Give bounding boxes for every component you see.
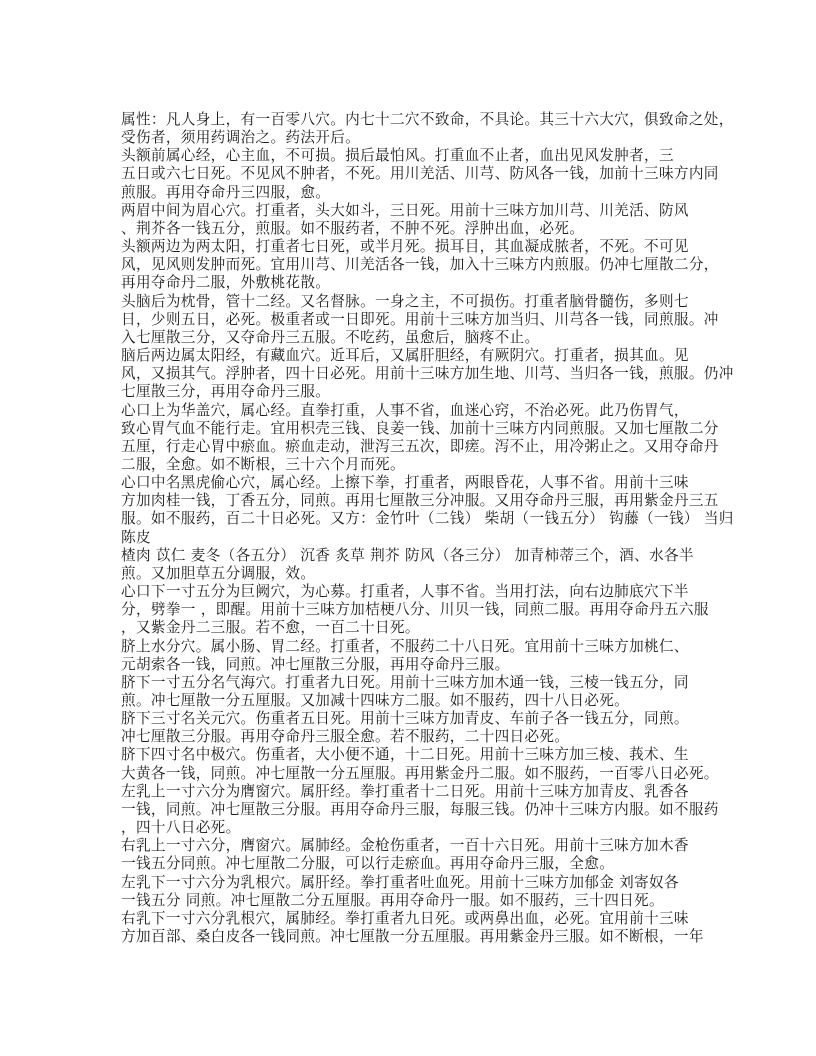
text-line: 风，见风则发肿而死。宜用川芎、川羌活各一钱，加入十三味方内煎服。仍冲七厘散二分，: [121, 256, 719, 274]
text-line: 楂肉 苡仁 麦冬（各五分） 沉香 炙草 荆芥 防风（各三分） 加青柿蒂三个，酒、水各半: [121, 546, 694, 564]
text-line: 右乳下一寸六分乳根穴，属肺经。拳打重者九日死。或两鼻出血，必死。宜用前十三味: [121, 909, 689, 927]
text-line: 脑后两边属太阳经，有藏血穴。近耳后，又属肝胆经，有厥阴穴。打重者，损其血。见: [121, 347, 689, 365]
text-line: 二服，全愈。如不断根，三十六个月而死。: [121, 455, 405, 473]
text-line: 风，又损其气。浮肿者，四十日必死。用前十三味方加生地、川芎、当归各一钱，煎服。仍冲: [121, 365, 734, 383]
text-line: 大黄各一钱，同煎。冲七厘散一分五厘服。再用紫金丹二服。如不服药，一百零八日必死。: [121, 764, 719, 782]
text-line: 两眉中间为眉心穴。打重者，头大如斗，三日死。用前十三味方加川芎、川羌活、防风: [121, 201, 689, 219]
text-line: 煎。又加胆草五分调服，效。: [121, 564, 316, 582]
text-line: 、荆芥各一钱五分，煎服。如不服药者，不肿不死。浮肿出血，必死。: [121, 219, 585, 237]
text-line: 陈皮: [121, 528, 151, 546]
text-line: 一钱五分 同煎。冲七厘散二分五厘服。再用夺命丹一服。如不服药，三十四日死。: [121, 891, 664, 909]
text-line: 方加百部、桑白皮各一钱同煎。冲七厘散一分五厘服。再用紫金丹三服。如不断根，一年: [121, 928, 704, 946]
text-line: 脐上水分穴。属小肠、胃二经。打重者，不服药二十八日死。宜用前十三味方加桃仁、: [121, 637, 689, 655]
text-line: 头额前属心经，心主血，不可损。损后最怕风。打重血不止者，血出见风发肿者，三: [121, 147, 674, 165]
text-line: 服。如不服药，百二十日必死。又方：金竹叶（二钱） 柴胡（一钱五分） 钩藤（一钱） 当归: [121, 510, 734, 528]
text-line: 心口上为华盖穴，属心经。直拳打重，人事不省，血迷心窍，不治必死。此乃伤胃气，: [121, 401, 689, 419]
text-line: 元胡索各一钱，同煎。冲七厘散三分服，再用夺命丹三服。: [121, 655, 510, 673]
text-line: 煎。冲七厘散一分五厘服。又加减十四味方二服。如不服药，四十八日必死。: [121, 692, 630, 709]
text-line: ，又紫金丹二三服。若不愈，一百二十日死。: [121, 619, 420, 637]
text-line: 入七厘散三分，又夺命丹三五服。不吃药，虽愈后，脑疼不止。: [121, 328, 540, 346]
text-line: 七厘散三分，再用夺命丹三服。: [121, 383, 331, 401]
text-line: 左乳上一寸六分为膺窗穴。属肝经。拳打重者十二日死。用前十三味方加青皮、乳香各: [121, 782, 689, 800]
text-line: ，四十八日必死。: [121, 819, 241, 837]
text-line: 致心胃气血不能行走。宜用枳壳三钱、良姜一钱、加前十三味方内同煎服。又加七厘散二分: [121, 419, 719, 437]
text-line: 头额两边为两太阳，打重者七日死，或半月死。损耳目，其血凝成脓者，不死。不可见: [121, 238, 689, 256]
text-line: 再用夺命丹二服，外敷桃花散。: [121, 274, 331, 292]
text-line: 煎服。再用夺命丹三四服，愈。: [121, 183, 331, 201]
text-line: 脐下四寸名中极穴。伤重者，大小便不通，十二日死。用前十三味方加三棱、莪术、生: [121, 746, 689, 764]
text-line: 左乳下一寸六分为乳根穴。属肝经。拳打重者吐血死。用前十三味方加郁金 刘寄奴各: [121, 873, 679, 891]
text-line: 脐下三寸名关元穴。伤重者五日死。用前十三味方加青皮、车前子各一钱五分，同煎。: [121, 710, 689, 728]
text-line: 受伤者，须用药调治之。药法开后。: [121, 129, 361, 147]
text-line: 头脑后为枕骨，管十二经。又名督脉。一身之主，不可损伤。打重者脑骨髓伤，多则七: [121, 292, 689, 310]
text-line: 方加肉桂一钱，丁香五分，同煎。再用七厘散三分冲服。又用夺命丹三服，再用紫金丹三五: [121, 492, 719, 510]
text-line: 冲七厘散三分服。再用夺命丹三服全愈。若不服药，二十四日必死。: [121, 728, 570, 746]
text-line: 五日或六七日死。不见风不肿者，不死。用川羌活、川芎、防风各一钱，加前十三味方内同: [121, 165, 719, 183]
text-line: 右乳上一寸六分，膺窗穴。属肺经。金枪伤重者，一百十六日死。用前十三味方加木香: [121, 837, 689, 855]
text-line: 心口中名黑虎偷心穴，属心经。上擦下拳，打重者，两眼昏花，人事不省。用前十三味: [121, 474, 689, 492]
text-line: 一钱，同煎。冲七厘散三分服。再用夺命丹三服，每服三钱。仍冲十三味方内服。如不服药: [121, 800, 719, 818]
text-line: 脐下一寸五分名气海穴。打重者九日死。用前十三味方加木通一钱，三棱一钱五分，同: [121, 673, 689, 691]
text-line: 一钱五分同煎。冲七厘散二分服，可以行走瘀血。再用夺命丹三服，全愈。: [121, 855, 615, 873]
document-body-text: [121, 111, 734, 946]
text-line: 日，少则五日，必死。极重者或一日即死。用前十三味方加当归、川芎各一钱，同煎服。冲: [121, 310, 719, 328]
text-line: 分，劈拳一 ，即醒。用前十三味方加桔梗八分、川贝一钱，同煎二服。再用夺命丹五六服: [121, 601, 709, 619]
text-line: 五厘，行走心胃中瘀血。瘀血走动，泄泻三五次，即瘥。泻不止，用冷粥止之。又用夺命丹: [121, 437, 719, 455]
text-line: 属性：凡人身上，有一百零八穴。内七十二穴不致命，不具论。其三十六大穴，俱致命之处，: [121, 111, 734, 128]
text-line: 心口下一寸五分为巨阙穴，为心募。打重者，人事不省。当用打法，向右边肺底穴下半: [121, 583, 689, 601]
